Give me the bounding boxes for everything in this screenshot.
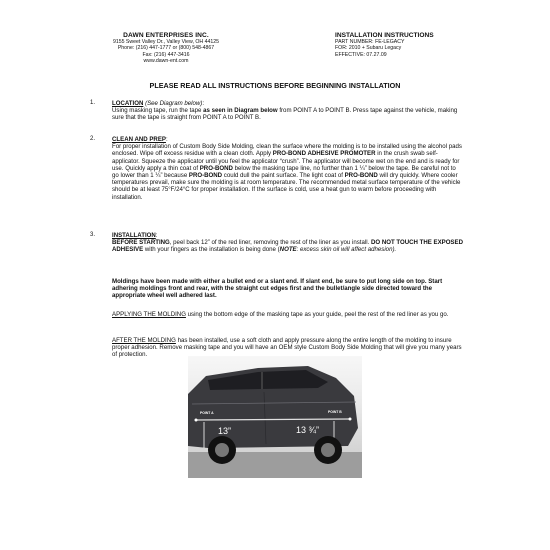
- page-headline: PLEASE READ ALL INSTRUCTIONS BEFORE BEGINNING INSTALLATION: [149, 81, 401, 90]
- point-b-label: POINT B: [328, 410, 342, 414]
- point-b-marker: [349, 418, 352, 421]
- section-number: 2.: [90, 136, 96, 142]
- bold-run: PRO-BOND: [199, 164, 233, 172]
- molding-ends-paragraph: Moldings have been made with either a bullet end or a slant end. If slant end, be sure to put long side on top. Start adhering moldings front and rear, with the straight cut edges first and the bullet/angle side directed toward the appropriate wheel well adhered last.: [112, 278, 443, 300]
- bold-run: DO NOT TOUCH THE EXPOSED ADHESIVE: [112, 239, 463, 254]
- bold-run: PRO-BOND ADHESIVE PROMOTER: [272, 150, 376, 158]
- text-run: below the masking tape line, no further than 1 ¼” below the tape. Be careful not to go lower than 1 ¼” because: [112, 164, 456, 180]
- text-run: For proper installation of Custom Body Side Molding, clean the surface where the molding is to be installed using the alcohol pads enclosed. Wipe off excess residue with a clean cloth. Apply: [112, 143, 462, 158]
- car-side-illustration: [188, 356, 362, 478]
- document-info-block: [335, 32, 505, 58]
- underlined-run: APPLYING THE MOLDING: [112, 311, 186, 318]
- section-note: (See Diagram below): [145, 100, 203, 107]
- text-run: could dull the paint surface. The light coat of: [222, 172, 345, 180]
- section-body: INSTALLATION: BEFORE STARTING, peel back 12” of the red liner, removing the rest of the liner as you install. DO NOT TOUCH THE EXPOSED ADHESIVE with your fingers as the installation is being done (NOTE: excess skin oil will affect adhesion).: [112, 232, 463, 254]
- point-a-label: POINT A: [200, 411, 214, 415]
- note-label: NOTE: [279, 246, 297, 254]
- section-body: LOCATION (See Diagram below): Using masking tape, run the tape as seen in Diagram below from POINT A to POINT B. Press tape against the vehicle, making sure that the tape is straight from POINT A to POINT B.: [112, 100, 458, 122]
- section-body: CLEAN AND PREP: For proper installation of Custom Body Side Molding, clean the surface where the molding is to be installed using the alcohol pads enclosed. Wipe off excess residue with a clean cloth. Apply PRO-BOND ADHESIVE PROMOTER in the crush swab self-applicator. Squeeze the applicator until you feel the applicator “crush”. The applicator will become wet on the end and is ready for use. Quickly apply a thin coat of PRO-BOND below the masking tape line, no further than 1 ¼” below the tape. Be careful not to go lower than 1 ¼” because PRO-BOND could dull the paint surface. The light coat of PRO-BOND will dry quickly. Where cooler temperatures prevail, make sure the molding is at room temperature. The recommended metal surface temperature of the vehicle should be at least 75°F/24°C for proper installation. If the surface is cold, use a heat gun to warm before proceeding with installation.: [112, 136, 462, 201]
- vehicle-fit: FOR: 2010 + Subaru Legacy: [335, 45, 402, 52]
- document-title: INSTALLATION INSTRUCTIONS: [335, 32, 434, 39]
- applying-paragraph: [112, 311, 464, 318]
- text-run: , peel back 12” of the red liner, removing the rest of the liner as you install.: [169, 239, 371, 247]
- front-measurement-label: 13”: [218, 426, 232, 436]
- company-website: www.dawn-ent.com: [143, 58, 189, 65]
- installation-diagram-photo: [188, 356, 362, 478]
- bold-run: BEFORE STARTING: [112, 239, 170, 247]
- part-number: PART NUMBER: FE-LEGACY: [335, 39, 405, 45]
- effective-date: EFFECTIVE: 07.27.09: [335, 51, 387, 58]
- section-number: 1.: [90, 100, 96, 106]
- text-run: from POINT A to POINT B. Press tape against the vehicle, making sure that the tape is straight from POINT A to POINT B.: [112, 107, 458, 122]
- text-run: has been installed, use a soft cloth and apply pressure along the entire length of the molding to insure proper adhesion. Remove masking tape and you will have an OEM style Custom Body Side Molding that will give you many years of protection.: [112, 337, 462, 359]
- company-block: [86, 32, 246, 65]
- note-text: : excess skin oil will affect adhesion).: [296, 246, 397, 254]
- section-title: LOCATION: [112, 100, 144, 107]
- text-run: will dry quickly. Where cooler temperatures prevail, make sure the molding is at room temperature. The recommended metal surface temperature of the vehicle should be at least 75°F/24°C for proper installation. If the surface is cold, use a heat gun to warm before proceeding with installation.: [112, 172, 461, 201]
- section-title: INSTALLATION: [112, 232, 156, 239]
- section-title: CLEAN AND PREP: [112, 136, 166, 143]
- company-fax: Fax: (216) 447-3416: [142, 51, 190, 58]
- text-run: with your fingers as the installation is being done (: [143, 246, 280, 254]
- point-a-marker: [195, 419, 198, 422]
- text-run: Using masking tape, run the tape: [112, 107, 204, 115]
- bold-run: as seen in Diagram below: [203, 107, 278, 115]
- rear-rim: [321, 443, 335, 457]
- text-run: in the crush swab self-applicator. Squeeze the applicator until you feel the applicator “crush”. The applicator will become wet on the end and is ready for use. Quickly apply a thin coat of: [112, 150, 460, 172]
- company-address: 9155 Sweet Valley Dr., Valley View, OH 44125: [112, 39, 220, 45]
- company-name: DAWN ENTERPRISES INC.: [123, 32, 209, 39]
- company-phone: Phone: (216) 447-1777 or (800) 548-4867: [117, 45, 215, 52]
- rear-measurement-label: 13 ¾”: [296, 425, 320, 435]
- text-run: using the bottom edge of the masking tape as your guide, peel the rest of the red liner as you go.: [185, 311, 449, 318]
- bold-run: PRO-BOND: [188, 172, 223, 180]
- underlined-run: AFTER THE MOLDING: [112, 337, 176, 344]
- section-number: 3.: [90, 232, 96, 238]
- front-rim: [215, 443, 229, 457]
- bold-run: PRO-BOND: [344, 172, 378, 180]
